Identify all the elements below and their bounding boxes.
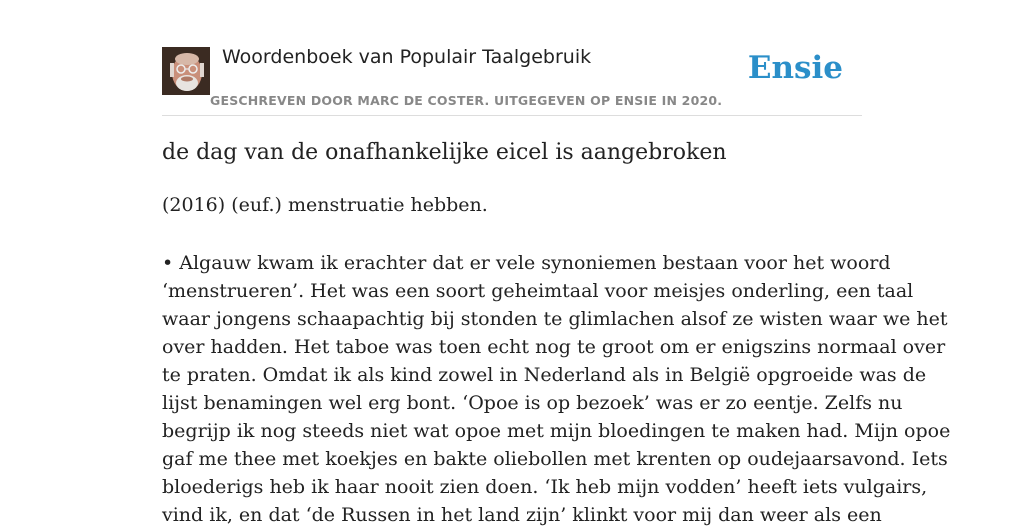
entry-title: de dag van de onafhankelijke eicel is aangebroken (162, 140, 727, 165)
body-line: vind ik, en dat ‘de Russen in het land zijn’ klinkt voor mij dan weer als een (162, 504, 882, 526)
body-line: lijst benamingen wel erg bont. ‘Opoe is op bezoek’ was er zo eentje. Zelfs nu (162, 392, 903, 414)
ensie-logo[interactable]: Ensie (747, 50, 843, 86)
body-line: over hadden. Het taboe was toen echt nog te groot om er enigszins normaal over (162, 336, 946, 358)
body-line: te praten. Omdat ik als kind zowel in Nederland als in België opgroeide was de (162, 364, 927, 386)
author-avatar[interactable] (162, 47, 210, 95)
author-byline: GESCHREVEN DOOR MARC DE COSTER. UITGEGEVEN OP ENSIE IN 2020. (210, 93, 723, 108)
article-container (162, 0, 951, 526)
author-portrait-icon (162, 47, 210, 95)
body-line: gaf me thee met koekjes en bakte oliebollen met krenten op oudejaarsavond. Iets (162, 448, 948, 470)
body-line: waar jongens schaapachtig bij stonden te glimlachen alsof ze wisten waar we het (162, 308, 948, 330)
body-line: bloederigs heb ik haar nooit zien doen. ‘Ik heb mijn vodden’ heeft iets vulgairs, (162, 476, 928, 498)
header-divider (162, 115, 862, 116)
body-line: ‘menstrueren’. Het was een soort geheimtaal voor meisjes onderling, een taal (162, 280, 914, 302)
body-line: begrijp ik nog steeds niet wat opoe met mijn bloedingen te maken had. Mijn opoe (162, 420, 951, 442)
entry-body (162, 249, 951, 529)
body-line: • Algauw kwam ik erachter dat er vele synoniemen bestaan voor het woord (162, 252, 891, 274)
dictionary-title[interactable]: Woordenboek van Populair Taalgebruik (222, 46, 592, 68)
entry-definition: (2016) (euf.) menstruatie hebben. (162, 194, 488, 216)
